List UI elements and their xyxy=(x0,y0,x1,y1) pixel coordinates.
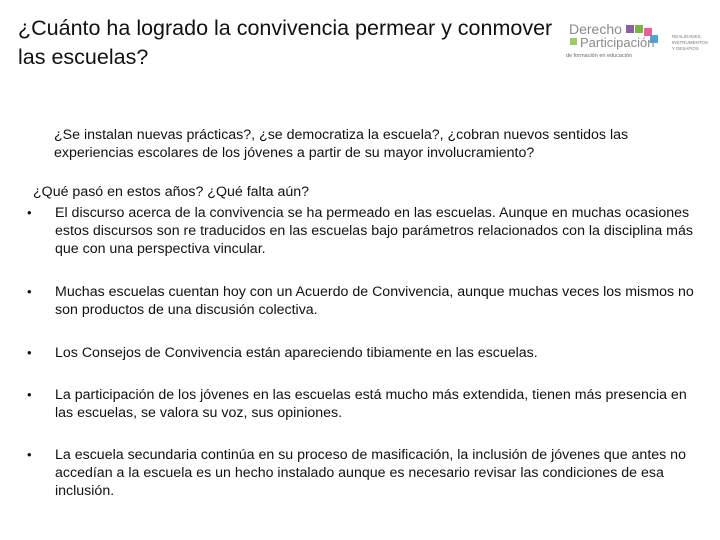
logo-line-2: Participación xyxy=(580,35,655,50)
bullet-dot: • xyxy=(27,205,32,220)
bullet-text: Los Consejos de Convivencia están apareciendo tibiamente en las escuelas. xyxy=(55,345,538,361)
bullet-text: Muchas escuelas cuentan hoy con un Acuerdo de Convivencia, aunque muchas veces los mismos no son productos de una discusión colectiva. xyxy=(55,284,694,318)
logo-square-purple xyxy=(626,25,634,33)
logo-line-1: Derecho xyxy=(569,21,622,37)
intro-questions: ¿Se instalan nuevas prácticas?, ¿se democratiza la escuela?, ¿cobran nuevos sentidos las experiencias escolares de los jóvenes a partir de su mayor involucramiento? xyxy=(54,127,629,161)
bullet-dot: • xyxy=(27,284,32,299)
logo-square-green-small xyxy=(570,38,577,45)
bullet-text: El discurso acerca de la convivencia se ha permeado en las escuelas. Aunque en muchas ocasiones estos discursos son re traducidos en las escuelas bajo parámetros relacionados con la disciplina más que con una perspectiva vincular. xyxy=(55,205,693,257)
logo-square-green xyxy=(635,25,643,33)
bullet-dot: • xyxy=(27,387,32,402)
logo-side-text: REALIDADES, INSTRUMENTOS Y DESAFÍOS xyxy=(672,34,708,51)
bullet-dot: • xyxy=(27,345,32,360)
section-question: ¿Qué pasó en estos años? ¿Qué falta aún? xyxy=(33,184,310,200)
bullet-text: La participación de los jóvenes en las escuelas está mucho más extendida, tienen más presencia en las escuelas, se valora su voz, sus opiniones. xyxy=(55,387,687,421)
logo-line-3: de formación en educación xyxy=(566,53,633,59)
bullet-text: La escuela secundaria continúa en su proceso de masificación, la inclusión de jóvenes que antes no accedían a la escuela es un hecho instalado aunque es necesario revisar las condiciones de esa inclusión. xyxy=(55,447,686,499)
slide-title: ¿Cuánto ha logrado la convivencia permear y conmover las escuelas? xyxy=(18,16,553,69)
derecho-participacion-logo xyxy=(566,20,706,64)
bullet-dot: • xyxy=(27,447,32,462)
